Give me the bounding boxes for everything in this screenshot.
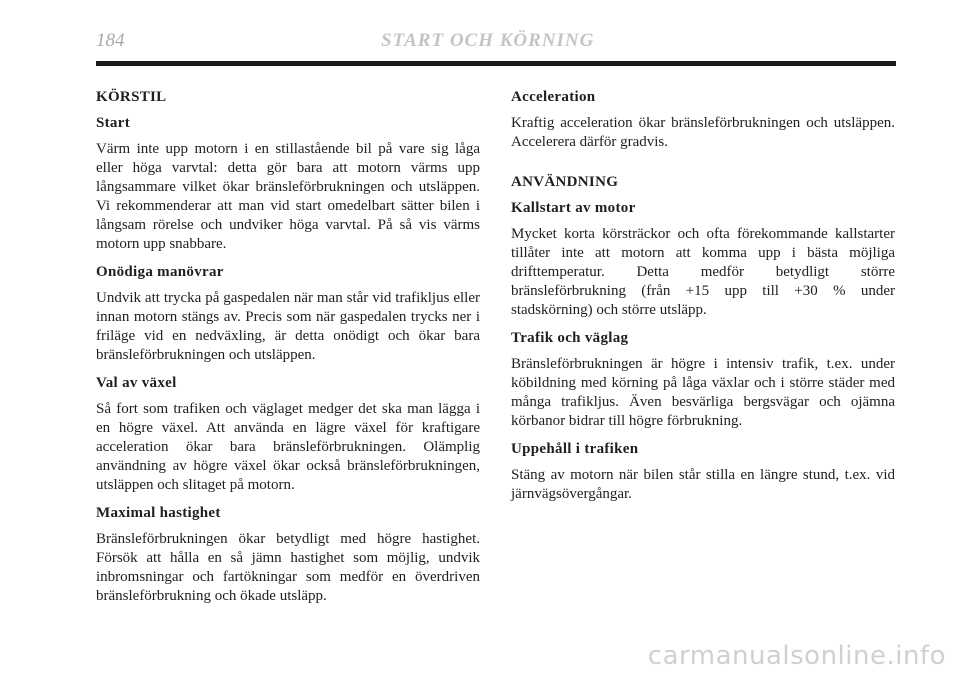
paragraph-val-av-vaxel: Så fort som trafiken och väglaget medger det ska man lägga i en högre växel. Att använda en lägre växel för kraftigare acceleration ökar bara bränsleförbrukningen. Olämplig användning av högre växel ökar också bränsleförbrukningen, utsläppen och slitaget på motorn. <box>96 401 480 493</box>
page-number: 184 <box>96 30 125 51</box>
subheading-trafik-och-vaglag: Trafik och väglag <box>511 330 629 346</box>
paragraph-maximal-hastighet: Bränsleförbrukningen ökar betydligt med högre hastighet. Försök att hålla en så jämn hastighet som möjlig, undvik inbromsningar och fartökningar som medför en överdriven bränsleförbrukning och ökade utsläpp. <box>96 531 480 604</box>
subheading-acceleration: Acceleration <box>511 89 596 105</box>
header-rule <box>96 61 896 66</box>
paragraph-kallstart: Mycket korta körsträckor och ofta förekommande kallstarter tillåter inte att motorn att komma upp i bästa möjliga drifttemperatur. Detta medför betydligt större bränsleförbrukning (från +15 upp till +30 % under stadskörning) och större utsläpp. <box>511 226 895 318</box>
paragraph-uppehall: Stäng av motorn när bilen står stilla en längre stund, t.ex. vid järnvägsövergångar. <box>511 467 895 502</box>
paragraph-start: Värm inte upp motorn i en stillastående bil på vare sig låga eller höga varvtal: detta gör bara att motorn värms upp långsammare vilket ökar bränsleförbrukningen och utsläppen. Vi rekommenderar att man vid start omedelbart sätter bilen i långsam rörelse och undviker höga varvtal. På så vis värms motorn upp snabbare. <box>96 141 480 252</box>
subheading-val-av-vaxel: Val av växel <box>96 375 177 391</box>
watermark: carmanualsonline.info <box>647 641 946 671</box>
paragraph-trafik-och-vaglag: Bränsleförbrukningen är högre i intensiv trafik, t.ex. under köbildning med körning på låga växlar och i större städer med många trafikljus. Även besvärliga bergsvägar och ojämna körbanor bidrar till högre förbrukning. <box>511 356 895 429</box>
section-title: START OCH KÖRNING <box>381 30 595 51</box>
heading-korstil: KÖRSTIL <box>96 89 167 105</box>
left-column <box>96 88 480 615</box>
paragraph-onodiga-manovrar: Undvik att trycka på gaspedalen när man står vid trafikljus eller innan motorn stängs av. Precis som när gaspedalen trycks ner i friläge vid en nedväxling, är detta onödigt och ökar bara bränsleförbrukningen och utsläppen. <box>96 290 480 363</box>
subheading-start: Start <box>96 115 130 131</box>
subheading-maximal-hastighet: Maximal hastighet <box>96 505 221 521</box>
right-column <box>511 88 895 513</box>
subheading-kallstart: Kallstart av motor <box>511 200 636 216</box>
subheading-onodiga-manovrar: Onödiga manövrar <box>96 264 224 280</box>
section-gap <box>511 161 895 173</box>
subheading-uppehall: Uppehåll i trafiken <box>511 441 639 457</box>
paragraph-acceleration: Kraftig acceleration ökar bränsleförbrukningen och utsläppen. Accelerera därför gradvis. <box>511 115 895 150</box>
page-header <box>96 30 896 56</box>
heading-anvandning: ANVÄNDNING <box>511 174 619 190</box>
